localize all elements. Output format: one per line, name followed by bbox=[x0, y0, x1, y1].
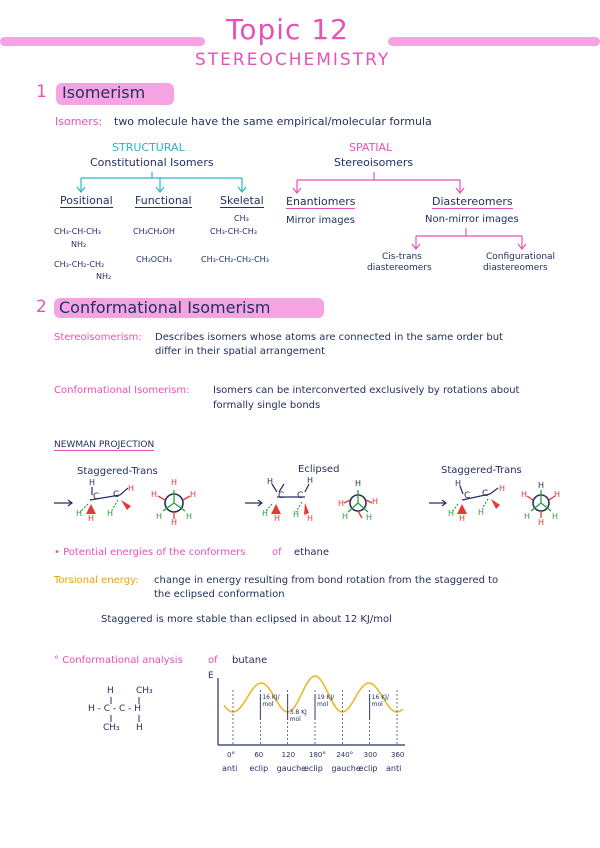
sawhorse2-c1: C bbox=[278, 491, 285, 501]
section1-number: 1 bbox=[36, 82, 47, 102]
newman3-h-bl: H bbox=[524, 512, 531, 521]
positional-formula-1-sub: NH₂ bbox=[71, 240, 87, 249]
sawhorse1-h-top: H bbox=[89, 478, 96, 487]
newman2-h-left: H bbox=[338, 499, 345, 508]
sawhorse1-h-right: H bbox=[128, 484, 135, 493]
chart-tick-label: 180° bbox=[309, 751, 326, 759]
projection-label-2: Eclipsed bbox=[298, 464, 340, 475]
potential-energies-text: Potential energies of the conformers bbox=[63, 547, 246, 558]
chart-tick-label: 240° bbox=[336, 751, 354, 759]
newman2-h-bl: H bbox=[342, 512, 349, 521]
newman1-h-top: H bbox=[171, 478, 178, 487]
butane-top-left: H bbox=[107, 686, 114, 696]
positional-formula-1: CH₃-CH-CH₃ bbox=[54, 227, 101, 236]
cis-trans-line1: Cis-trans bbox=[382, 252, 422, 262]
chart-energy-annotation bbox=[290, 709, 307, 723]
chart-conformation-label: eclip bbox=[304, 764, 323, 773]
chart-energy-annotation bbox=[372, 694, 389, 708]
sawhorse1-c1: C bbox=[93, 492, 100, 502]
sawhorse2-h-right: H bbox=[307, 514, 314, 523]
butane-label: ° Conformational analysis bbox=[54, 655, 183, 666]
newman1-h-right: H bbox=[190, 490, 197, 499]
potential-energies-label: • Potential energies of the conformers bbox=[54, 547, 246, 558]
functional-label: Functional bbox=[135, 194, 192, 207]
section2-number: 2 bbox=[36, 297, 47, 317]
chart-energy-annotation-line: mol bbox=[371, 701, 383, 708]
diastereomers-label: Diastereomers bbox=[432, 195, 513, 208]
sawhorse3-c1: C bbox=[464, 491, 471, 501]
chart-conformation-label: eclip bbox=[249, 764, 269, 773]
butane-bot-left: CH₃ bbox=[103, 723, 120, 733]
sawhorse1-c2: C bbox=[113, 490, 120, 500]
conformational-def-2: formally single bonds bbox=[213, 400, 321, 411]
chart-conformation-label: anti bbox=[386, 764, 402, 773]
stereoisomerism-def-2: differ in their spatial arrangement bbox=[155, 346, 325, 357]
chart-conformation-label: eclip bbox=[358, 764, 378, 773]
enantiomers-label: Enantiomers bbox=[286, 195, 356, 208]
newman3-h-br: H bbox=[552, 512, 559, 521]
newman1-h-left: H bbox=[151, 490, 158, 499]
chart-conformation-label: gauche bbox=[331, 764, 361, 773]
sawhorse3-h-top: H bbox=[455, 479, 462, 488]
chart-conformation-label: gauche bbox=[276, 764, 307, 773]
positional-formula-2-sub: NH₂ bbox=[96, 272, 112, 281]
butane-label-text: Conformational analysis bbox=[62, 655, 183, 666]
configurational-line1: Configurational bbox=[486, 252, 556, 262]
positional-label: Positional bbox=[60, 194, 113, 207]
conformational-def-1: Isomers can be interconverted exclusively by rotations about bbox=[213, 385, 520, 396]
structural-sub: Constitutional Isomers bbox=[90, 156, 214, 169]
sawhorse3-h-mid: H bbox=[478, 508, 485, 517]
sawhorse3-c2: C bbox=[482, 489, 489, 499]
sawhorse2-h-left: H bbox=[262, 509, 269, 518]
newman1-h-bl: H bbox=[156, 512, 163, 521]
sawhorse1-h-mid: H bbox=[107, 509, 114, 518]
projection-label-3: Staggered-Trans bbox=[441, 465, 522, 476]
chart-ylabel: E bbox=[208, 671, 214, 681]
newman3-h-top: H bbox=[538, 481, 545, 490]
butane-bot-right: H bbox=[136, 723, 143, 733]
chart-energy-annotation-line: mol bbox=[262, 701, 274, 708]
chart-tick-label: 0° bbox=[227, 751, 235, 759]
sawhorse1-h-left: H bbox=[76, 509, 83, 518]
chart-energy-annotation-line: mol bbox=[317, 701, 329, 708]
chart-energy-annotation bbox=[317, 694, 334, 708]
newman3-h-left: H bbox=[521, 490, 528, 499]
chart-energy-annotation-line: 3.8 KJ bbox=[289, 709, 307, 716]
chart-conformation-label: anti bbox=[222, 764, 238, 773]
diastereomers-desc: Non-mirror images bbox=[425, 214, 519, 225]
configurational-line2: diastereomers bbox=[483, 263, 548, 273]
sawhorse1-h-bottom: H bbox=[88, 514, 95, 523]
chart-tick-label: 60 bbox=[254, 751, 264, 759]
torsional-def-1: change in energy resulting from bond rotation from the staggered to bbox=[154, 575, 499, 586]
chart-energy-annotation bbox=[262, 694, 279, 708]
sawhorse3-h-bottom: H bbox=[459, 514, 466, 523]
newman-label: NEWMAN PROJECTION bbox=[54, 440, 155, 450]
cis-trans-line2: diastereomers bbox=[367, 263, 432, 273]
sawhorse3-h-left: H bbox=[448, 509, 455, 518]
topic-title: Topic 12 bbox=[226, 13, 349, 46]
enantiomers-desc: Mirror images bbox=[286, 215, 355, 226]
newman1-h-bottom: H bbox=[171, 518, 178, 527]
chart-energy-annotation-line: 19 KJ/ bbox=[317, 694, 335, 701]
skeletal-formula-2: CH₃-CH₂-CH₂-CH₃ bbox=[201, 255, 269, 264]
projection-label-1: Staggered-Trans bbox=[77, 466, 158, 477]
newman3-h-right: H bbox=[554, 490, 561, 499]
potential-energies-of: of bbox=[272, 547, 282, 558]
sawhorse2-h-top: H bbox=[267, 477, 274, 486]
butane-mid: H - C - C - H bbox=[88, 704, 142, 714]
stereoisomerism-def-1: Describes isomers whose atoms are connected in the same order but bbox=[155, 332, 503, 343]
skeletal-formula-1: CH₃-CH-CH₃ bbox=[210, 227, 257, 236]
potential-energies-molecule: ethane bbox=[294, 547, 330, 558]
chart-tick-label: 300 bbox=[363, 751, 378, 759]
functional-formula-2: CH₃OCH₃ bbox=[136, 255, 172, 264]
conformational-label: Conformational Isomerism: bbox=[54, 385, 190, 396]
functional-formula-1: CH₃CH₂OH bbox=[133, 227, 175, 236]
spatial-label: SPATIAL bbox=[349, 141, 393, 154]
butane-of: of bbox=[208, 655, 218, 666]
isomers-label: Isomers: bbox=[55, 115, 103, 128]
chart-energy-annotation-line: 16 KJ/ bbox=[262, 694, 280, 701]
topic-subtitle: STEREOCHEMISTRY bbox=[195, 50, 391, 70]
section2-heading: Conformational Isomerism bbox=[59, 298, 271, 317]
section1-heading: Isomerism bbox=[62, 83, 146, 102]
sawhorse2-h-top2: H bbox=[307, 476, 314, 485]
newman2-h-top: H bbox=[355, 479, 362, 488]
chart-tick-label: 360 bbox=[391, 751, 405, 759]
sawhorse2-h-mid: H bbox=[293, 510, 300, 519]
stereoisomerism-label: Stereoisomerism: bbox=[54, 332, 142, 343]
chart-tick-label: 120 bbox=[281, 751, 296, 759]
stable-note: Staggered is more stable than eclipsed in about 12 KJ/mol bbox=[101, 614, 392, 625]
butane-molecule: butane bbox=[232, 655, 268, 666]
newman3-h-bottom: H bbox=[538, 518, 545, 527]
butane-top-right: CH₃ bbox=[136, 686, 153, 696]
spatial-sub: Stereoisomers bbox=[334, 156, 414, 169]
sawhorse3-h-right: H bbox=[499, 484, 506, 493]
newman2-h-br: H bbox=[366, 513, 373, 522]
structural-label: STRUCTURAL bbox=[112, 141, 185, 154]
skeletal-label: Skeletal bbox=[220, 194, 264, 207]
torsional-label: Torsional energy: bbox=[54, 575, 139, 586]
isomers-definition: two molecule have the same empirical/molecular formula bbox=[114, 115, 432, 128]
skeletal-formula-top: CH₃ bbox=[234, 214, 249, 223]
sawhorse2-c2: C bbox=[297, 491, 304, 501]
newman2-h-right: H bbox=[372, 497, 379, 506]
positional-formula-2: CH₃-CH₂-CH₂ bbox=[54, 260, 105, 269]
chart-energy-annotation-line: mol bbox=[289, 716, 301, 723]
torsional-def-2: the eclipsed conformation bbox=[154, 589, 285, 600]
chart-energy-annotation-line: 16 KJ/ bbox=[371, 694, 389, 701]
sawhorse2-h-bottom: H bbox=[274, 514, 281, 523]
newman1-h-br: H bbox=[186, 512, 193, 521]
